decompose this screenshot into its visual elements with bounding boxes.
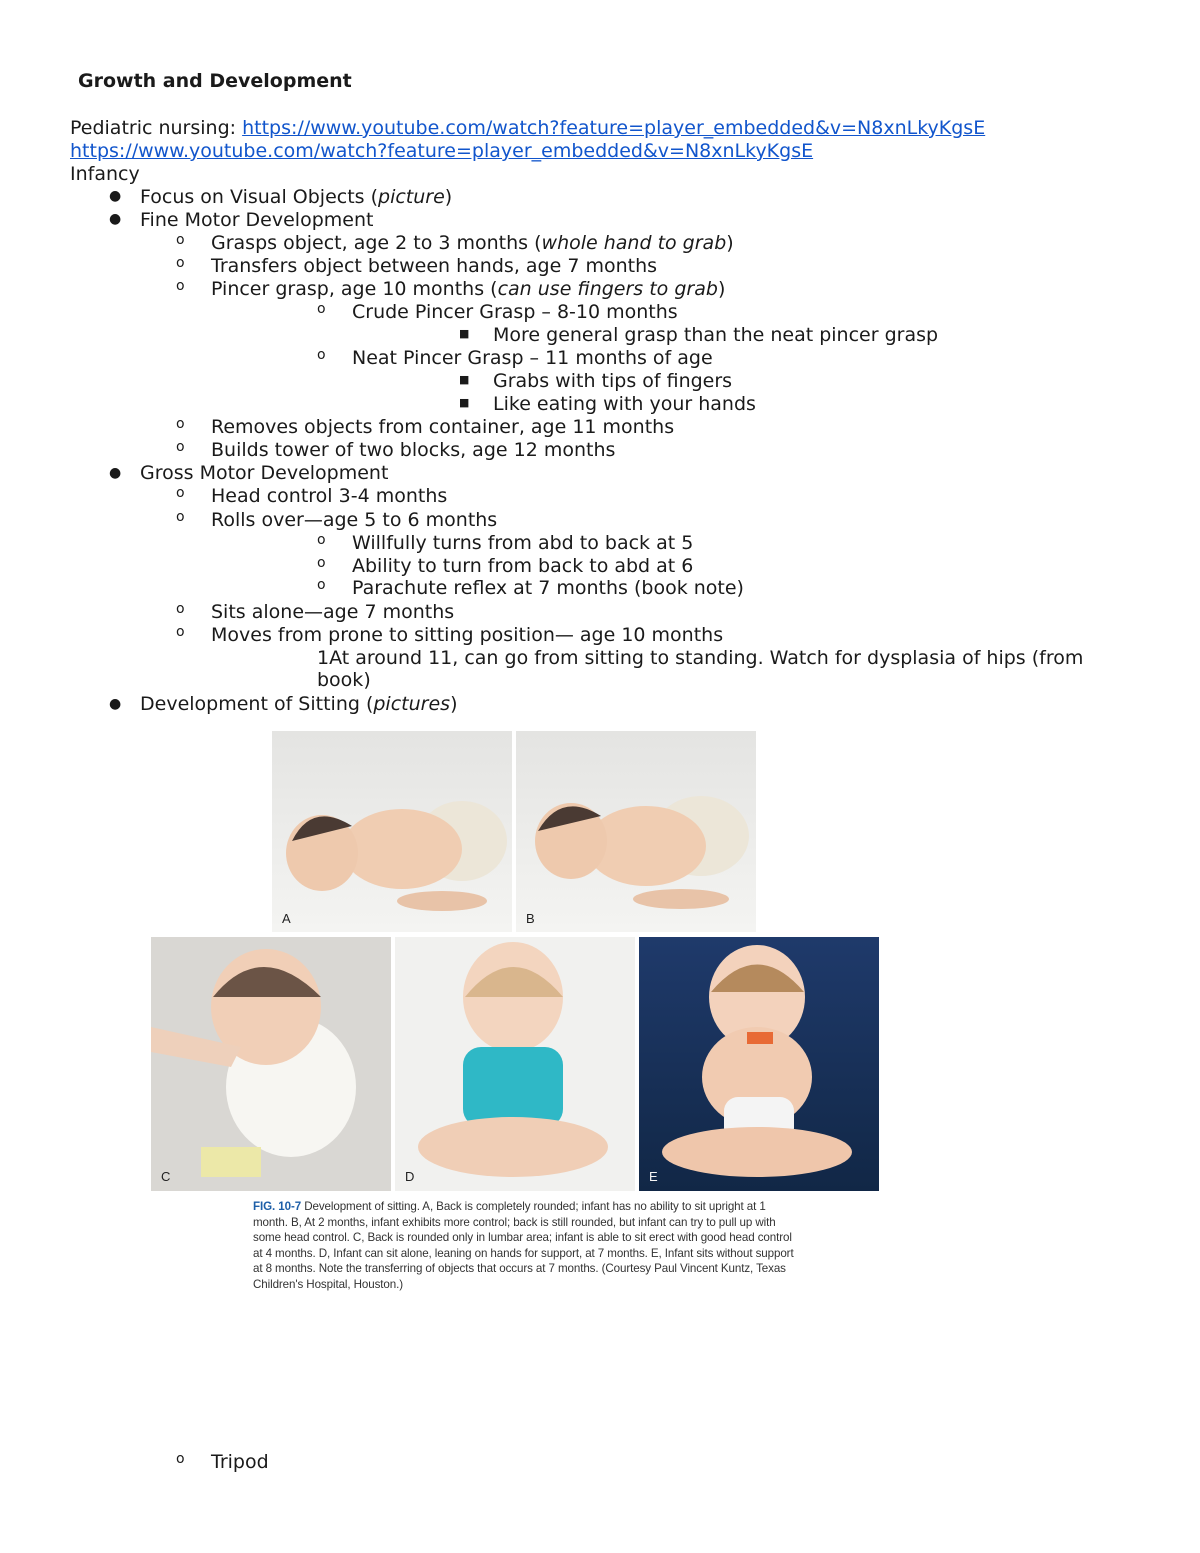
bullet-open: o [176,1451,185,1467]
bullet-filled: ● [109,211,122,227]
list-item-visual [140,186,452,209]
video-link-line-2 [70,140,813,163]
bullet-filled: ● [109,465,122,481]
list-item-neat: Neat Pincer Grasp – 11 months of age [352,347,713,369]
intro-line [70,117,985,140]
list-item-roll-2: Ability to turn from back to abd at 6 [352,555,694,577]
figure-photo-c [151,937,391,1191]
bullet-open: o [176,439,185,455]
bullet-open: o [176,485,185,501]
text: ) [726,232,734,254]
list-item-builds: Builds tower of two blocks, age 12 months [211,439,616,461]
note-line-2: book) [317,669,371,691]
text: ) [444,186,453,208]
text-emphasis: whole hand to grab [541,232,727,254]
figure-label-c: C [161,1169,171,1184]
bullet-open: o [176,278,185,294]
video-link-2[interactable]: https://www.youtube.com/watch?feature=player_embedded&v=N8xnLkyKgsE [70,140,814,162]
figure-label-d: D [405,1169,415,1184]
list-item-head: Head control 3-4 months [211,485,448,507]
section-heading: Infancy [70,163,140,185]
bullet-filled: ● [109,188,122,204]
infant-crawling-illustration-b [516,731,756,932]
bullet-open: o [176,416,185,432]
list-item-sitting [140,693,457,716]
page-title: Growth and Development [78,70,352,92]
text-emphasis: can use fingers to grab [497,278,718,300]
list-item-removes: Removes objects from container, age 11 months [211,416,675,438]
infant-crawling-illustration-a [272,731,512,932]
figure-label-e: E [649,1169,658,1184]
infant-leaning-sitting-illustration [395,937,635,1191]
bullet-square: ■ [459,327,470,340]
figure-photo-b [516,731,756,932]
list-item-grasps [211,232,734,255]
infant-supported-sitting-illustration [151,937,391,1191]
text: Development of Sitting ( [140,693,374,715]
list-item-sits: Sits alone—age 7 months [211,601,455,623]
list-item-roll-1: Willfully turns from abd to back at 5 [352,532,694,554]
text-emphasis: picture [378,186,445,208]
text: Grasps object, age 2 to 3 months ( [211,232,542,254]
bullet-open: o [176,232,185,248]
bullet-open: o [317,532,326,548]
figure-caption-text: Development of sitting. A, Back is completely rounded; infant has no ability to sit upright at 1 month. B, At 2 months, infant exhibits more control; back is still rounded, but infant can try to pull up with some head control. C, Back is rounded only in lumbar area; infant is able to sit erect with good head control at 4 months. D, Infant can sit alone, leaning on hands for support, at 7 months. E, Infant sits without support at 8 months. Note the transferring of objects that occurs at 7 months. (Courtesy Paul Vincent Kuntz, Texas Children's Hospital, Houston.) [253,1200,794,1291]
figure-label-b: B [526,911,535,926]
text: Pincer grasp, age 10 months ( [211,278,498,300]
text-emphasis: pictures [373,693,451,715]
bullet-square: ■ [459,373,470,386]
infant-unsupported-sitting-illustration [639,937,879,1191]
list-item-gross-motor: Gross Motor Development [140,462,389,484]
list-item-crude: Crude Pincer Grasp – 8-10 months [352,301,678,323]
bullet-open: o [317,301,326,317]
list-item-crude-note: More general grasp than the neat pincer grasp [493,324,939,346]
list-item-neat-note-2: Like eating with your hands [493,393,756,415]
bullet-open: o [176,509,185,525]
bullet-open: o [317,555,326,571]
note-line-1: 1At around 11, can go from sitting to standing. Watch for dysplasia of hips (from [317,647,1084,669]
figure-photo-d [395,937,635,1191]
figure-caption-label: FIG. 10-7 [253,1200,302,1213]
bullet-open: o [176,255,185,271]
bullet-open: o [317,577,326,593]
bullet-open: o [317,347,326,363]
text: Focus on Visual Objects ( [140,186,379,208]
list-item-pincer [211,278,725,301]
list-item-neat-note-1: Grabs with tips of fingers [493,370,733,392]
list-item-moves: Moves from prone to sitting position— age 10 months [211,624,724,646]
video-link-1[interactable]: https://www.youtube.com/watch?feature=player_embedded&v=N8xnLkyKgsE [242,117,986,139]
intro-label: Pediatric nursing: [70,117,243,139]
list-item-fine-motor: Fine Motor Development [140,209,374,231]
bullet-open: o [176,601,185,617]
text: ) [450,693,458,715]
bullet-open: o [176,624,185,640]
figure-photo-e [639,937,879,1191]
figure-caption [253,1199,798,1293]
bullet-filled: ● [109,696,122,712]
list-item-rolls: Rolls over—age 5 to 6 months [211,509,498,531]
figure-photo-a [272,731,512,932]
list-item-transfers: Transfers object between hands, age 7 months [211,255,658,277]
figure-label-a: A [282,911,291,926]
text: ) [717,278,726,300]
list-item-tripod: Tripod [211,1451,269,1473]
list-item-roll-3: Parachute reflex at 7 months (book note) [352,577,744,599]
bullet-square: ■ [459,396,470,409]
